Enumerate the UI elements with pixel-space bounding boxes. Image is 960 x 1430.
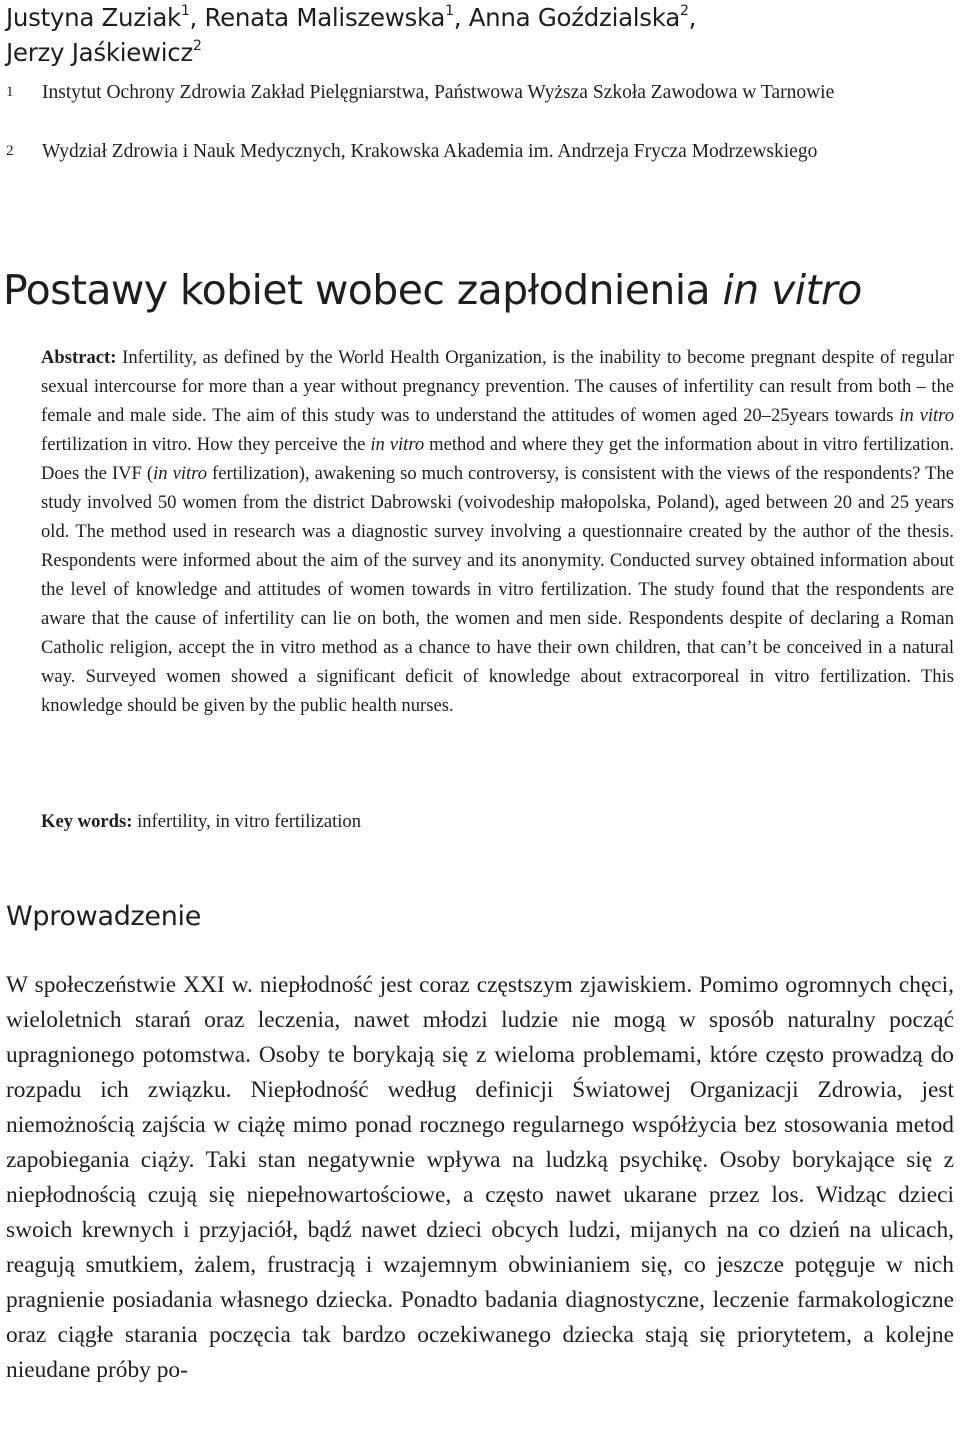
abstract-text: fertilization), awakening so much controversy, is consistent with the views of the respondents? The study involved 50 women from the district Dabrowski (voivodeship małopolska, Poland), aged between 20 and 25 years old. The method used in research was a diagnostic survey involving a questionnaire created by the author of the thesis. Respondents were informed about the aim of the survey and its anonymity. Conducted survey obtained information about the level of knowledge and attitudes of women towards in vitro fertilization. The study found that the respondents are aware that the cause of infertility can lie on both, the women and men side. Respondents despite of declaring a Roman Catholic religion, accept the in vitro method as a chance to have their own children, that can’t be conceived in a natural way. Surveyed women showed a significant deficit of knowledge about extracorporeal in vitro fertilization. This knowledge should be given by the public health nurses. — [41, 463, 955, 716]
affiliation-text: Instytut Ochrony Zdrowia Zakład Pielęgniarstwa, Państwowa Wyższa Szkoła Zawodowa w Tarnowie — [42, 82, 835, 103]
article-title — [3, 262, 862, 318]
abstract-italic: in vitro — [899, 405, 954, 426]
affiliation-text: Wydział Zdrowia i Nauk Medycznych, Krakowska Akademia im. Andrzeja Frycza Modrzewskiego — [42, 141, 818, 162]
affiliation-number: 1 — [6, 84, 14, 100]
author-name: Anna Goździalska — [468, 3, 680, 32]
abstract-italic: in vitro — [153, 463, 208, 484]
abstract-text: method and where they get the information about in vitro fertilization. Does the IVF ( — [41, 434, 955, 484]
abstract-italic: in vitro — [370, 434, 425, 455]
section-heading: Wprowadzenie — [6, 901, 202, 932]
author-affiliation-marker: 1 — [180, 2, 190, 19]
author-name: Jerzy Jaśkiewicz — [6, 38, 193, 67]
abstract — [41, 343, 954, 720]
author-list: Justyna Zuziak$^1$, Renata Maliszewska$^1$, Anna Goździalska$^2$, Jerzy Jaśkiewicz$^2$ — [6, 2, 697, 67]
affiliation-number: 2 — [6, 143, 14, 159]
author-name: Justyna Zuziak — [6, 3, 181, 32]
keywords-label: Key words: — [41, 811, 133, 832]
abstract-text: fertilization in vitro. How they perceive the — [41, 434, 371, 455]
keywords-text: infertility, in vitro fertilization — [132, 811, 361, 832]
section-body: W społeczeństwie XXI w. niepłodność jest coraz częstszym zjawiskiem. Pomimo ogromnych chęci, wieloletnich starań oraz leczenia, nawet młodzi ludzie nie mogą w sposób naturalny począć upragnionego potomstwa. Osoby te borykają się z wieloma problemami, które często prowadzą do rozpadu ich związku. Niepłodność według definicji Światowej Organizacji Zdrowia, jest niemożnością zajścia w ciążę mimo ponad rocznego regularnego współżycia bez stosowania metod zapobiegania ciąży. Taki stan negatywnie wpływa na ludzką psychikę. Osoby borykające się z niepłodnością czują się niepełnowartościowe, a często nawet ukarane przez los. Widząc dzieci swoich krewnych i przyjaciół, bądź nawet dzieci obcych ludzi, mijanych na co dzień na ulicach, reagują smutkiem, żalem, frustracją i wzajemnym obwinianiem się, co jeszcze potęguje w nich pragnienie posiadania własnego dziecka. Ponadto badania diagnostyczne, leczenie farmakologiczne oraz ciągłe starania poczęcia tak bardzo oczekiwanego dziecka stają się priorytetem, a kolejne nieudane próby po- — [6, 972, 954, 1383]
title-italic: in vitro — [722, 266, 862, 314]
author-affiliation-marker: 2 — [192, 37, 202, 54]
author-affiliation-marker: 1 — [445, 2, 454, 19]
title-main: Postawy kobiet wobec zapłodnienia — [3, 266, 723, 314]
abstract-label: Abstract: — [41, 347, 117, 368]
abstract-text: Infertility, as defined by the World Health Organization, is the inability to become pregnant despite of regular sexual intercourse for more than a year without pregnancy prevention. The causes of infertility can result from both – the female and male side. The aim of this study was to understand the attitudes of women aged 20–25years towards — [41, 347, 954, 426]
author-affiliation-marker: 2 — [679, 2, 689, 19]
keywords — [41, 807, 954, 836]
author-name: Renata Maliszewska — [204, 3, 446, 32]
